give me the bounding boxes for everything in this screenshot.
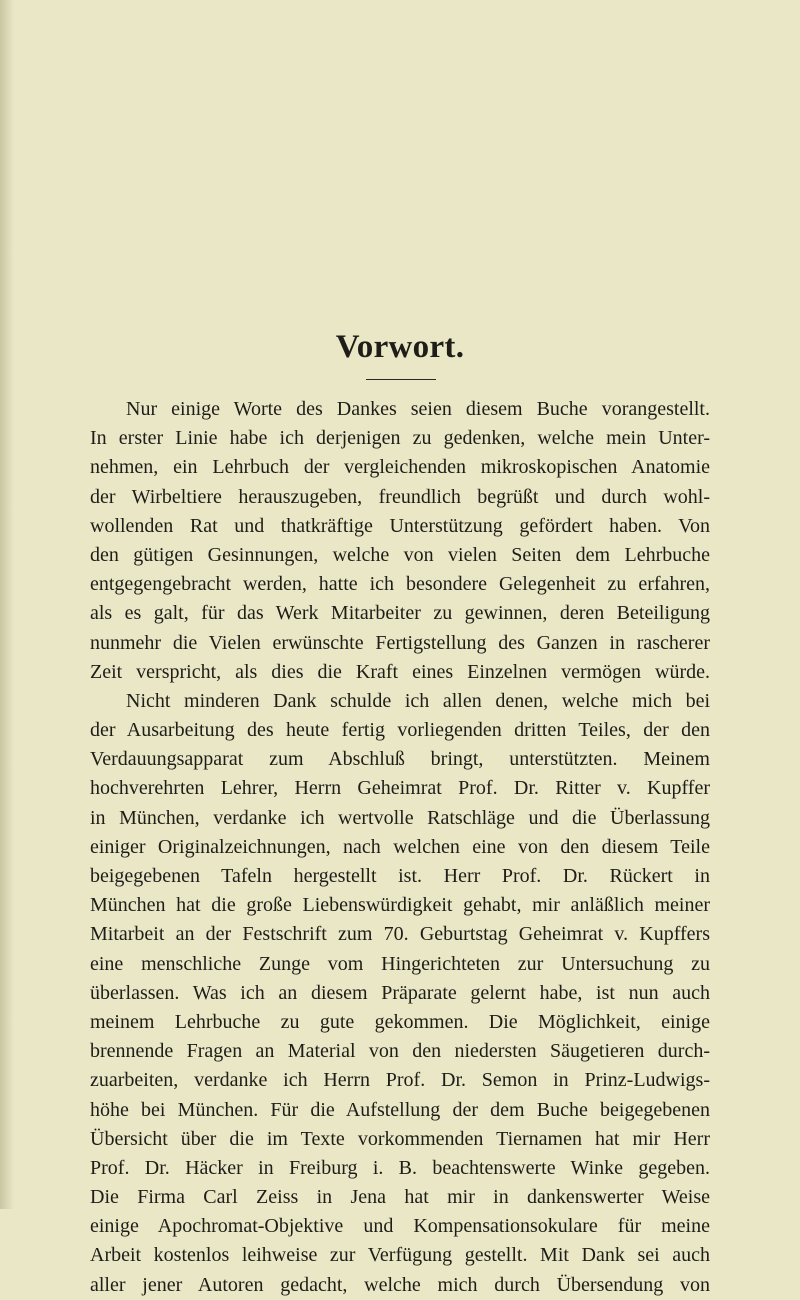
text-line: höhe bei München. Für die Aufstellung der dem Buche beigegebenen	[90, 1098, 710, 1121]
text-line: Nur einige Worte des Dankes seien diesem Buche vorangestellt.	[126, 398, 710, 420]
text-line: eine menschliche Zunge vom Hingerichteten zur Untersuchung zu	[90, 952, 710, 975]
title-divider	[366, 379, 436, 380]
text-line: einiger Originalzeichnungen, nach welchen eine von den diesem Teile	[90, 835, 710, 858]
text-line: in München, verdanke ich wertvolle Ratschläge und die Überlassung	[90, 806, 710, 829]
text-line: In erster Linie habe ich derjenigen zu gedenken, welche mein Unter-	[90, 427, 710, 450]
text-line: Nicht minderen Dank schulde ich allen denen, welche mich bei	[126, 689, 710, 712]
text-line: Zeit verspricht, als dies die Kraft eines Einzelnen vermögen würde.	[90, 660, 710, 683]
text-line: als es galt, für das Werk Mitarbeiter zu gewinnen, deren Beteiligung	[90, 602, 710, 625]
text-line: Verdauungsapparat zum Abschluß bringt, unterstützten. Meinem	[90, 748, 710, 771]
text-line: nunmehr die Vielen erwünschte Fertigstellung des Ganzen in rascherer	[90, 631, 710, 654]
text-line: überlassen. Was ich an diesem Präparate gelernt habe, ist nun auch	[90, 981, 710, 1004]
text-line: aller jener Autoren gedacht, welche mich durch Übersendung von	[90, 1273, 710, 1296]
text-line: nehmen, ein Lehrbuch der vergleichenden mikroskopischen Anatomie	[90, 456, 710, 479]
text-line: Arbeit kostenlos leihweise zur Verfügung gestellt. Mit Dank sei auch	[90, 1244, 710, 1267]
text-line: zuarbeiten, verdanke ich Herrn Prof. Dr. Semon in Prinz-Ludwigs-	[90, 1069, 710, 1092]
text-line: beigegebenen Tafeln hergestellt ist. Herr Prof. Dr. Rückert in	[90, 865, 710, 887]
page-title: Vorwort.	[335, 329, 465, 365]
text-line: brennende Fragen an Material von den niedersten Säugetieren durch-	[90, 1040, 710, 1063]
text-line: der Ausarbeitung des heute fertig vorliegenden dritten Teiles, der den	[90, 719, 710, 742]
text-line: Die Firma Carl Zeiss in Jena hat mir in dankenswerter Weise	[90, 1186, 710, 1209]
text-line: einige Apochromat-Objektive und Kompensationsokulare für meine	[90, 1215, 710, 1238]
text-line: hochverehrten Lehrer, Herrn Geheimrat Prof. Dr. Ritter v. Kupffer	[90, 777, 710, 800]
text-line: wollenden Rat und thatkräftige Unterstützung gefördert haben. Von	[90, 514, 710, 537]
text-line: entgegengebracht werden, hatte ich besondere Gelegenheit zu erfahren,	[90, 573, 710, 596]
text-line: Mitarbeit an der Festschrift zum 70. Geburtstag Geheimrat v. Kupffers	[90, 923, 710, 946]
text-line: den gütigen Gesinnungen, welche von vielen Seiten dem Lehrbuche	[90, 543, 710, 566]
text-line: Übersicht über die im Texte vorkommenden Tiernamen hat mir Herr	[90, 1127, 710, 1150]
text-line: meinem Lehrbuche zu gute gekommen. Die Möglichkeit, einige	[90, 1010, 710, 1033]
body-text	[90, 395, 710, 1300]
text-line: München hat die große Liebenswürdigkeit gehabt, mir anläßlich meiner	[90, 894, 710, 917]
text-line: der Wirbeltiere herauszugeben, freundlich begrüßt und durch wohl-	[90, 485, 710, 508]
text-line: Prof. Dr. Häcker in Freiburg i. B. beachtenswerte Winke gegeben.	[90, 1156, 710, 1179]
